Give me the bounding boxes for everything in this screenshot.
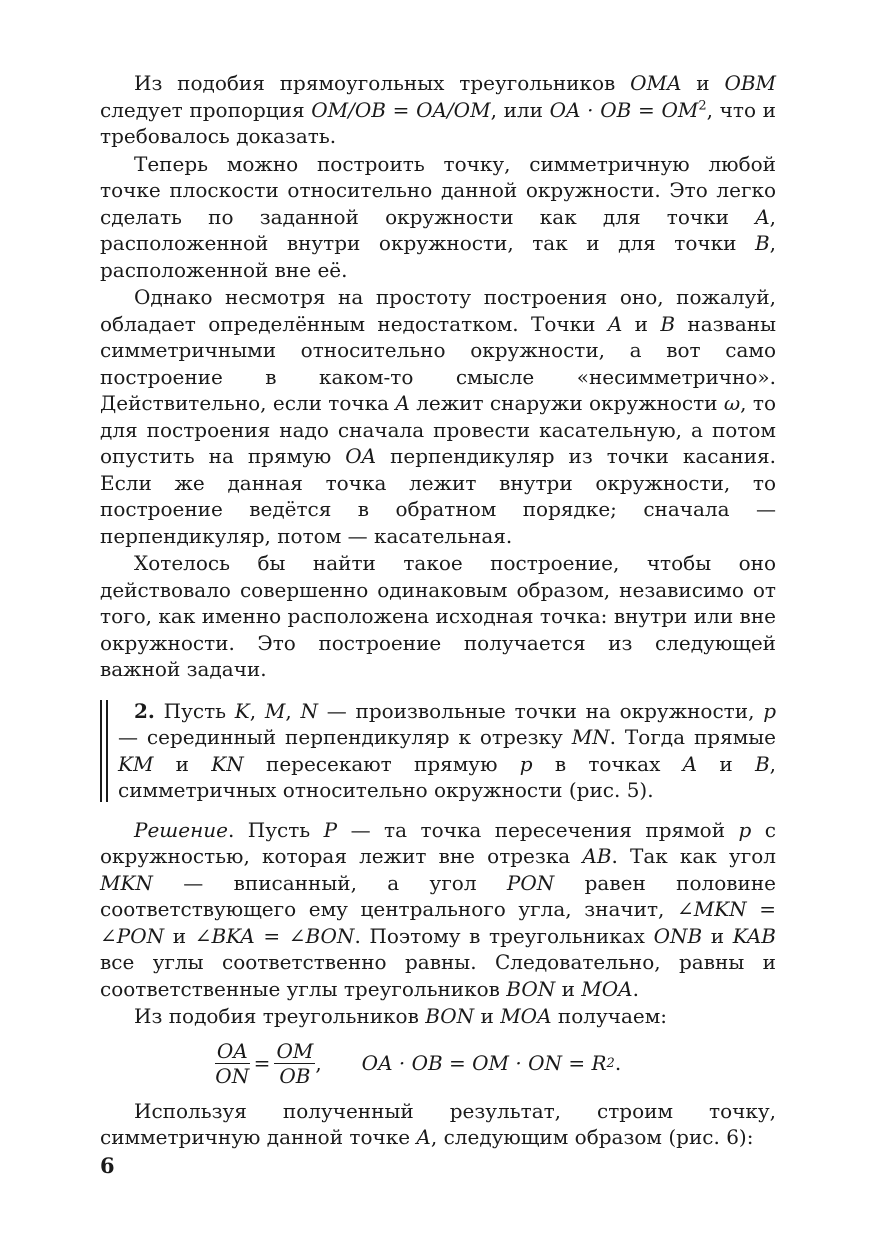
solution-paragraph: Решение. Пусть P — та точка пересечения прямой p с окружностью, которая лежит вне отрезка AB. Так как угол MKN — вписанный, а угол PON равен половине соответствующего ему центрального угла, значит, ∠MKN = ∠PON и ∠BKA = ∠BON. Поэтому в треугольниках ONB и KAB все углы соответственно равны. Следовательно, равны и соответственные углы треугольников BON и MOA. (100, 817, 777, 1001)
page-number: 6 (100, 1153, 115, 1178)
problem-number: 2. (134, 698, 155, 723)
paragraph-2: Теперь можно построить точку, симметричную любой точке плоскости относительно данной окружности. Это легко сделать по заданной окружности как для точки A, расположенной внутри окружности, так и для точки B, расположенной вне её. (100, 151, 776, 282)
problem-bar-right (106, 700, 108, 802)
paragraph-5: Из подобия треугольников BON и MOA получаем: (134, 1004, 668, 1028)
display-formula: $\frac{OA}{ON}$ = $\frac{OM}{OB}$ , OA · OB = OM · ON = R 2 . (215, 1039, 622, 1088)
formula-product: OA · OB = OM · ON = R (361, 1051, 607, 1076)
solution-label: Решение (134, 817, 228, 842)
fraction-om-ob: $\frac{OM}{OB}$ (276, 1039, 314, 1088)
paragraph-4: Хотелось бы найти такое построение, чтобы оно действовало совершенно одинаковым образом, независимо от того, как именно расположена исходная точка: внутри или вне окружности. Это построение получается из следующей важной задачи. (100, 551, 776, 681)
paragraph-6: Используя полученный результат, строим точку, симметричную данной точке A, следующим образом (рис. 6): (100, 1098, 776, 1149)
paragraph-3: Однако несмотря на простоту построения оно, пожалуй, обладает определённым недостатком. Точки A и B названы симметричными относительно окружности, а вот само построение в каком-то смысле «несимметрично». Действительно, если точка A лежит снаружи окружности ω, то для построения надо сначала провести касательную, а потом опустить на прямую OA перпендикуляр из точки касания. Если же данная точка лежит внутри окружности, то построение ведётся в обратном порядке; сначала — перпендикуляр, потом — касательная. (100, 285, 777, 548)
paragraph-1: Из подобия прямоугольных треугольников OMA и OBM следует пропорция OM/OB = OA/OM, или OA · OB = $OM^2$, что и требовалось доказать. (100, 71, 777, 148)
problem-bar-left (100, 700, 102, 802)
page-body (100, 70, 776, 1151)
problem-statement (100, 698, 776, 804)
fraction-oa-on: $\frac{OA}{ON}$ (215, 1039, 250, 1088)
problem-text: 2. Пусть K, M, N — произвольные точки на окружности, p — серединный перпендикуляр к отрезку MN. Тогда прямые KM и KN пересекают прямую p в точках A и B, симметричных относительно окружности (рис. 5). (118, 698, 777, 802)
